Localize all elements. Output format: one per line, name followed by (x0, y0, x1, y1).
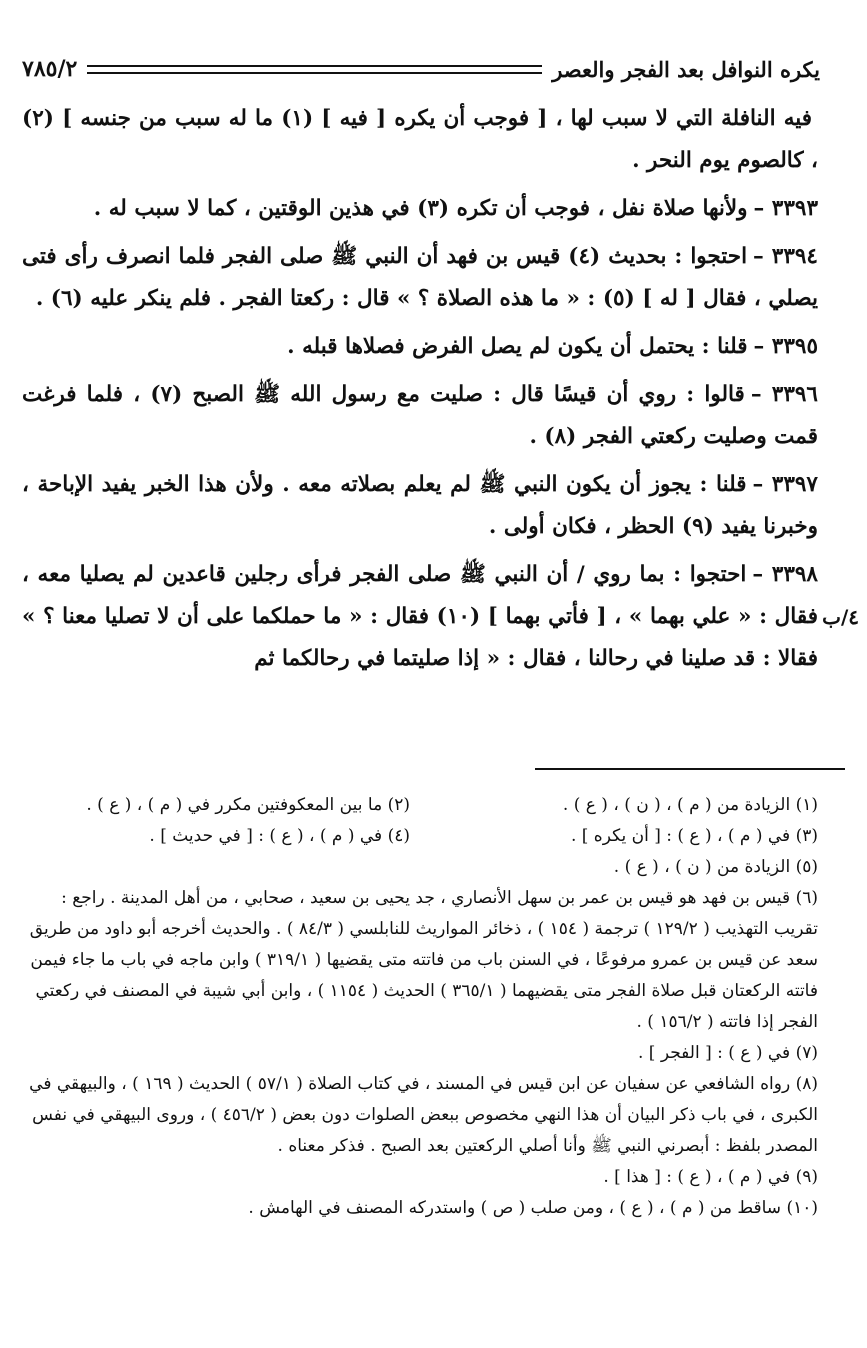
footnote: (٥) الزيادة من ( ن ) ، ( ع ) . (613, 857, 818, 877)
footnote: (٧) في ( ع ) : [ الفجر ] . (637, 1043, 818, 1063)
main-text (22, 98, 818, 686)
footnote: (٩) في ( م ) ، ( ع ) : [ هذا ] . (603, 1167, 818, 1187)
footnote: (٨) رواه الشافعي عن سفيان عن ابن قيس في المسند ، في كتاب الصلاة ( ٥٧/١ ) الحديث ( ١٦٩ ) ، والبيهقي في الكبرى ، في باب ذكر البيان أن هذا النهي مخصوص ببعض الصلوات دون بعض ( ٤٥٦/٢ ) ، وروى البيهقي في نفس المصدر بلفظ : أبصرني النبي ﷺ وأنا أصلي الركعتين بعد الصبح . فذكر معناه . (29, 1074, 818, 1156)
paragraph-text: احتجوا : بحديث (٤) قيس بن فهد أن النبي ﷺ صلى الفجر فلما انصرف رأى فتى يصلي ، فقال [ له ] (٥) : « ما هذه الصلاة ؟ » قال : ركعتا الفجر . فلم ينكر عليه (٦) . (22, 244, 818, 311)
paragraph (22, 188, 818, 230)
paragraph-number: ٣٣٩٧ – (752, 472, 818, 497)
paragraph (22, 236, 818, 320)
paragraph (22, 98, 818, 182)
paragraph (22, 326, 818, 368)
running-title: يكره النوافل بعد الفجر والعصر (552, 56, 820, 82)
paragraph (22, 464, 818, 548)
footnote: (٦) قيس بن فهد هو قيس بن عمر بن سهل الأنصاري ، جد يحيى بن سعيد ، صحابي ، من أهل المدينة . راجع : تقريب التهذيب ( ١٢٩/٢ ) ترجمة ( ١٥٤ ) ، ذخائر المواريث للنابلسي ( ٨٤/٣ ) . والحديث أخرجه أبو داود من طريق سعد عن قيس بن عمرو مرفوعًا ، في السنن باب من فاتته متى يقضيها ( ٣١٩/١ ) وابن ماجه في باب ما جاء فيمن فاتته الركعتان قبل صلاة الفجر متى يقضيهما ( ٣٦٥/١ ) الحديث ( ١١٥٤ ) ، وابن أبي شيبة في المصنف في ركعتي الفجر إذا فاتته ( ١٥٦/٢ ) . (29, 888, 818, 1032)
paragraph-number: ٣٣٩٣ – (753, 196, 818, 221)
page-number: ٧٨٥/٢ (22, 56, 78, 82)
footnote: (٣) في ( م ) ، ( ع ) : [ أن يكره ] . (570, 826, 818, 846)
page-header (22, 52, 820, 86)
paragraph-text: قلنا : يحتمل أن يكون لم يصل الفرض فصلاها قبله . (287, 334, 748, 359)
paragraph-number: ٣٣٩٥ – (753, 334, 818, 359)
paragraph (22, 554, 818, 680)
paragraph (22, 374, 818, 458)
margin-folio-note: ٤/ب (822, 605, 859, 629)
paragraph-text: قالوا : روي أن قيسًا قال : صليت مع رسول الله ﷺ الصبح (٧) ، فلما فرغت قمت وصليت ركعتي الفجر (٨) . (22, 382, 818, 449)
footnote: (٤) في ( م ) ، ( ع ) : [ في حديث ] . (149, 826, 410, 846)
footnote-separator (535, 768, 845, 770)
footnotes (22, 790, 818, 1224)
header-rule (87, 65, 542, 74)
paragraph-number: ٣٣٩٦ – (750, 382, 818, 407)
short-footnotes (22, 790, 818, 883)
paragraph-text: ولأنها صلاة نفل ، فوجب أن تكره (٣) في هذين الوقتين ، كما لا سبب له . (93, 196, 748, 221)
paragraph-text: قلنا : يجوز أن يكون النبي ﷺ لم يعلم بصلاته معه . ولأن هذا الخبر يفيد الإباحة ، وخبرنا يفيد (٩) الحظر ، فكان أولى . (22, 472, 818, 539)
paragraph-text: فيه النافلة التي لا سبب لها ، [ فوجب أن يكره [ فيه ] (١) ما له سبب من جنسه ] (٢) ، كالصوم يوم النحر . (22, 106, 818, 173)
paragraph-number: ٣٣٩٤ – (753, 244, 818, 269)
paragraph-number: ٣٣٩٨ – (752, 562, 818, 587)
footnote: (١) الزيادة من ( م ) ، ( ن ) ، ( ع ) . (562, 795, 818, 815)
footnote: (٢) ما بين المعكوفتين مكرر في ( م ) ، ( ع ) . (86, 795, 410, 815)
paragraph-text: احتجوا : بما روي / أن النبي ﷺ صلى الفجر فرأى رجلين قاعدين لم يصليا معه ، فقال : « علي بهما » ، [ فأتي بهما ] (١٠) فقال : « ما حملكما على أن لا تصليا معنا ؟ » فقالا : قد صلينا في رحالنا ، فقال : « إذا صليتما في رحالكما ثم (22, 562, 819, 671)
footnote: (١٠) ساقط من ( م ) ، ( ع ) ، ومن صلب ( ص ) واستدركه المصنف في الهامش . (248, 1198, 818, 1218)
